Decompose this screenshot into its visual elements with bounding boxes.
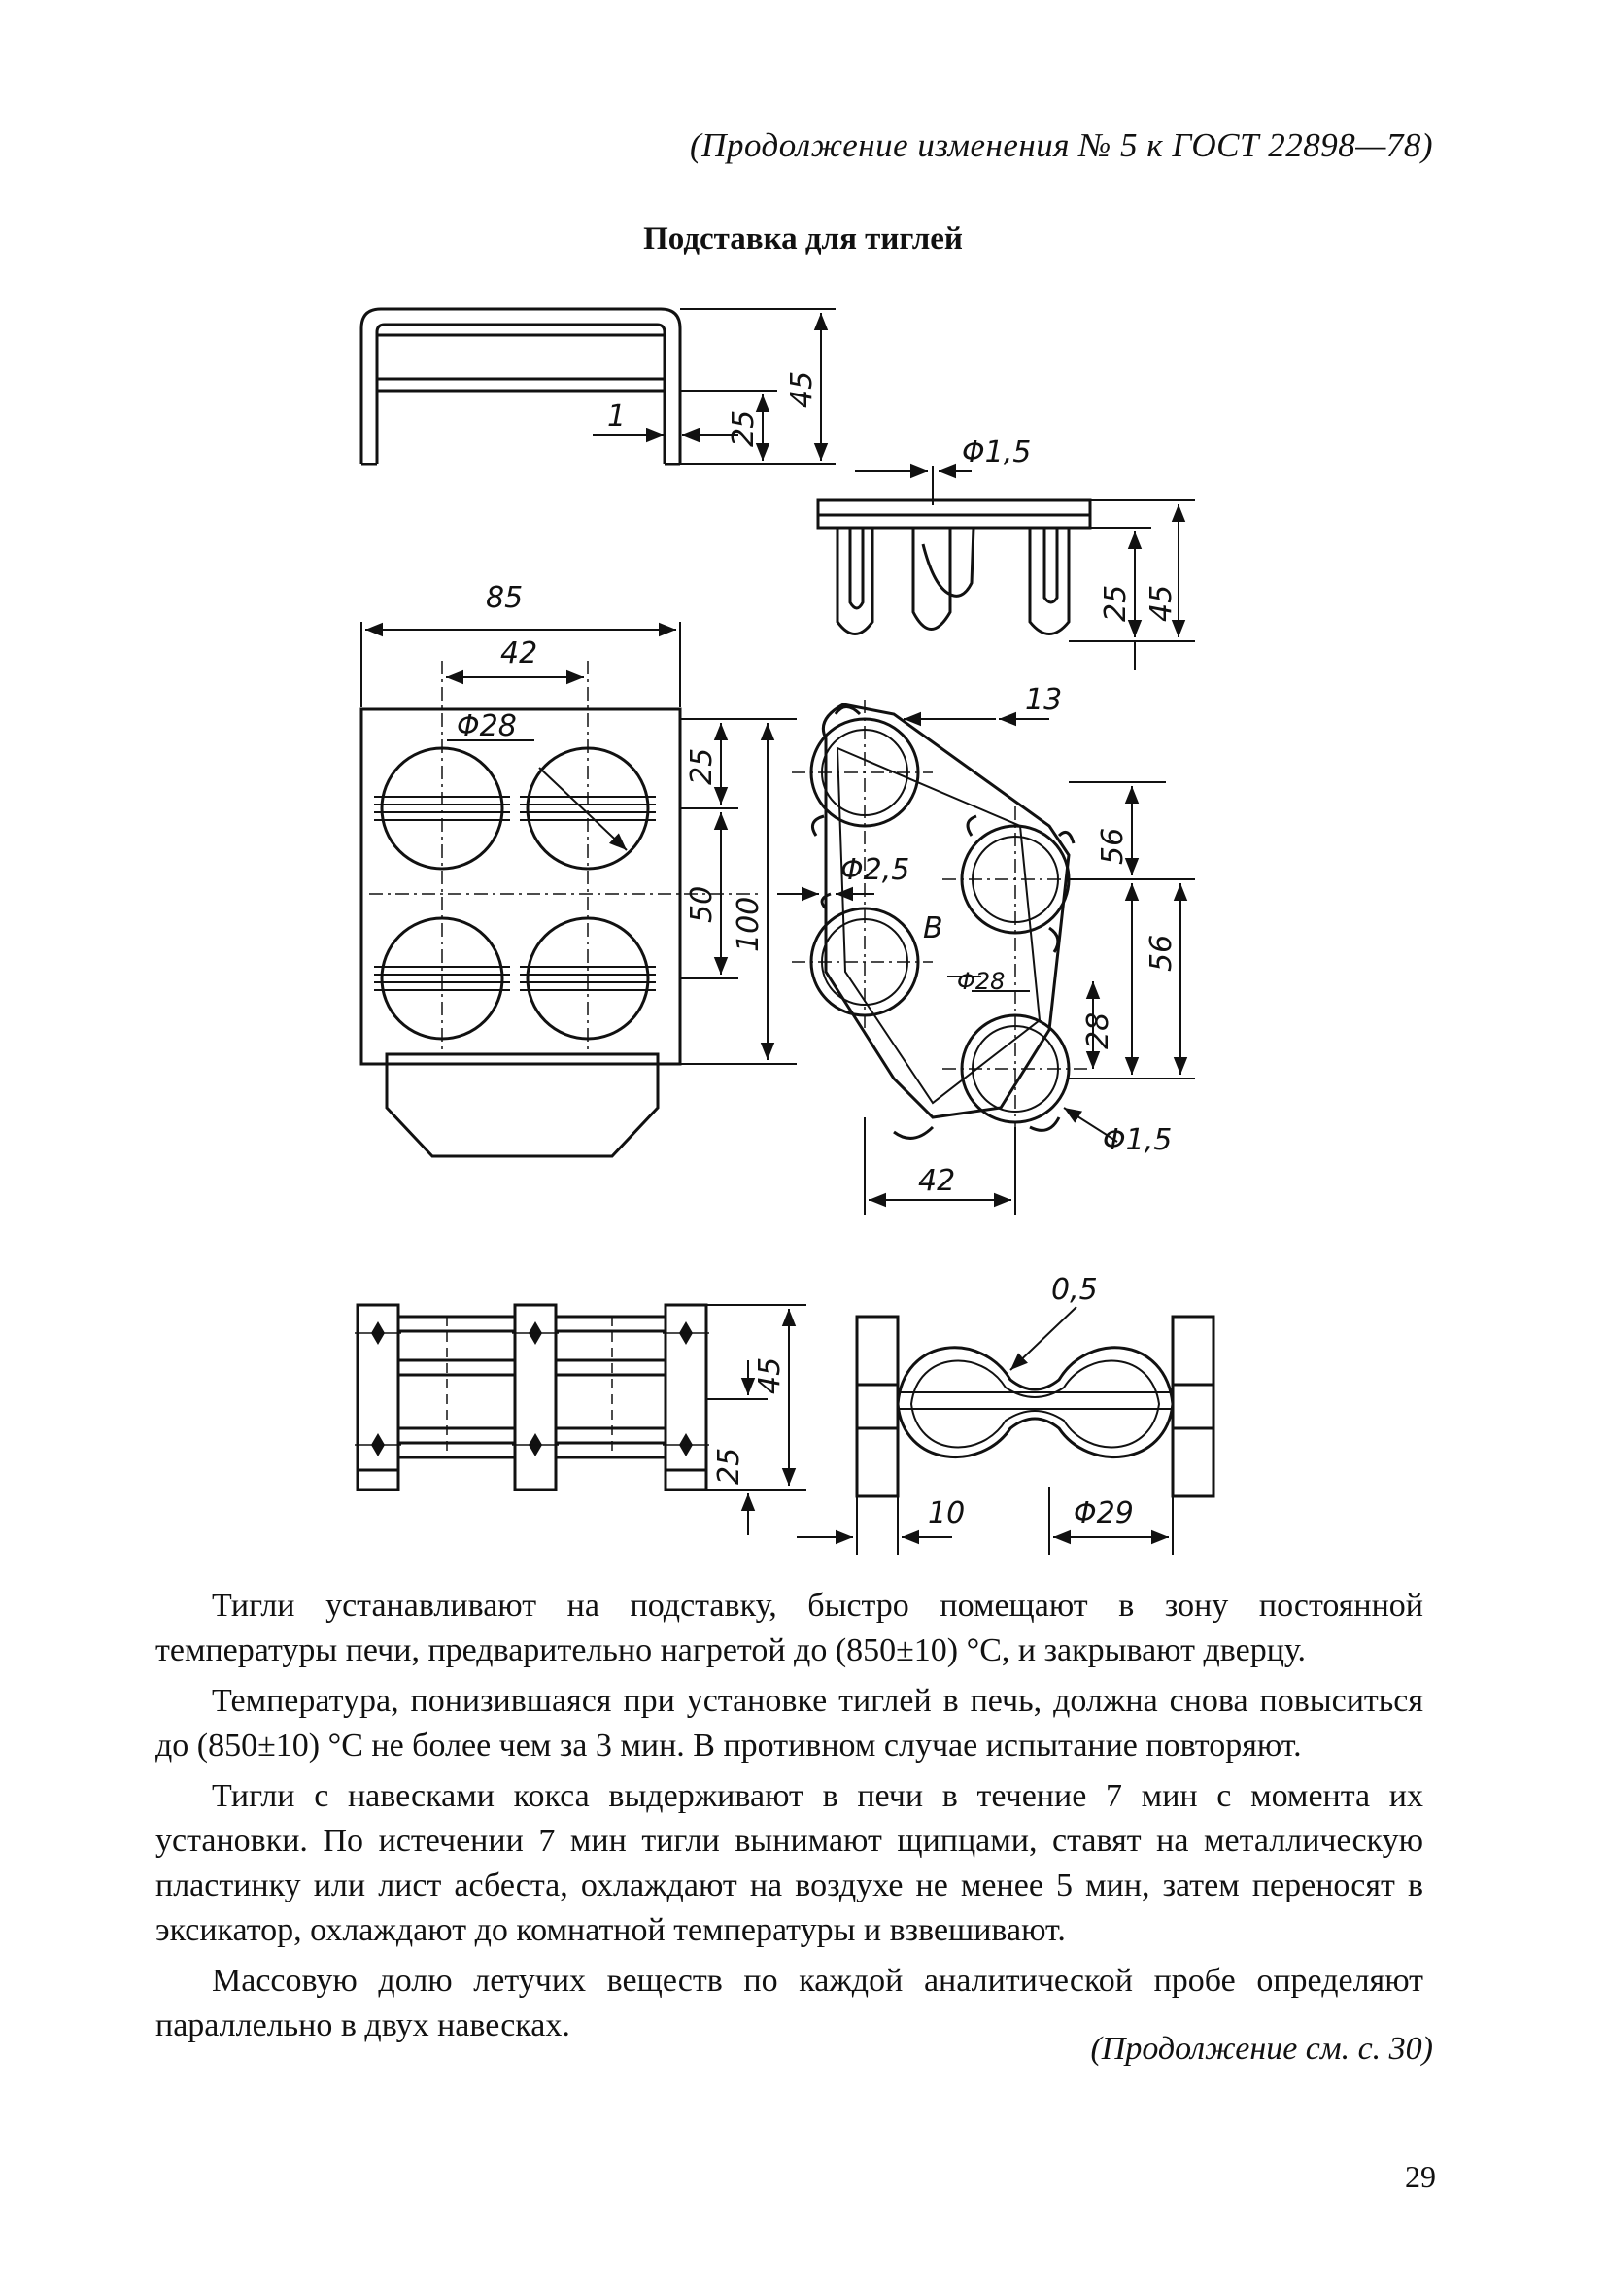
paragraph-2: Температура, понизившаяся при установке тиглей в печь, должна снова повыситься до (850±10) °С не более чем за 3 мин. В противном случае испытание повторяют. <box>155 1683 1423 1764</box>
dim-45-lower: 45 <box>753 1356 787 1394</box>
dim-42-top: 42 <box>500 636 538 670</box>
dim-phi29: Φ29 <box>1074 1496 1134 1530</box>
dim-phi25: Φ2,5 <box>840 853 910 887</box>
dim-25-top: 25 <box>685 747 719 785</box>
header-continuation: (Продолжение изменения № 5 к ГОСТ 22898—78) <box>690 126 1433 164</box>
dim-phi15-plan: Φ1,5 <box>1103 1123 1173 1157</box>
paragraph-4: Массовую долю летучих веществ по каждой аналитической пробе определяют параллельно в двух навесках. <box>155 1963 1423 2043</box>
dim-85: 85 <box>486 581 524 615</box>
dim-100: 100 <box>732 896 766 952</box>
figure-title: Подставка для тиглей <box>643 222 963 257</box>
paragraph-3: Тигли с навесками кокса выдерживают в печи в течение 7 мин с момента их установки. По истечении 7 мин тигли вынимают щипцами, ставят на металлическую пластинку или лист асбеста, охлаждают на воздухе не менее 5 мин, затем переносят в эксикатор, охлаждают до комнатной температуры и взвешивают. <box>155 1778 1423 1948</box>
dim-56-upper: 56 <box>1096 827 1130 865</box>
dim-13: 13 <box>1025 683 1063 717</box>
dim-25-hooks: 25 <box>1099 584 1133 622</box>
paragraph-1: Тигли устанавливают на подставку, быстро помещают в зону постоянной температуры печи, предварительно нагретой до (850±10) °С, и закрывают дверцу. <box>155 1588 1423 1668</box>
dim-25-lower: 25 <box>712 1447 746 1485</box>
side-view-hooks <box>818 466 1195 670</box>
dim-50: 50 <box>685 885 719 923</box>
dim-phi28-top: Φ28 <box>457 709 517 743</box>
dim-b: В <box>923 911 943 945</box>
dim-10: 10 <box>928 1496 966 1530</box>
dim-phi15-top: Φ1,5 <box>962 435 1032 469</box>
front-view <box>361 309 836 464</box>
footer-continuation: (Продолжение см. с. 30) <box>1090 2031 1433 2067</box>
dim-56-lower: 56 <box>1145 934 1179 972</box>
dim-42-plan: 42 <box>918 1164 956 1198</box>
body-text <box>155 1584 1423 2054</box>
dim-45-front: 45 <box>785 370 819 408</box>
side-view-double-ring <box>797 1307 1213 1555</box>
dim-phi28-plan: Φ28 <box>957 968 1006 995</box>
dim-25-front: 25 <box>727 409 761 447</box>
dim-45-hooks: 45 <box>1145 584 1179 622</box>
dim-28: 28 <box>1081 1011 1115 1049</box>
dimension-labels <box>457 371 1179 1530</box>
dim-1: 1 <box>607 399 627 433</box>
dim-05: 0,5 <box>1051 1273 1098 1307</box>
top-view-rings <box>361 622 797 1156</box>
side-view-lower-left <box>355 1305 806 1535</box>
page-number: 29 <box>1405 2159 1436 2194</box>
